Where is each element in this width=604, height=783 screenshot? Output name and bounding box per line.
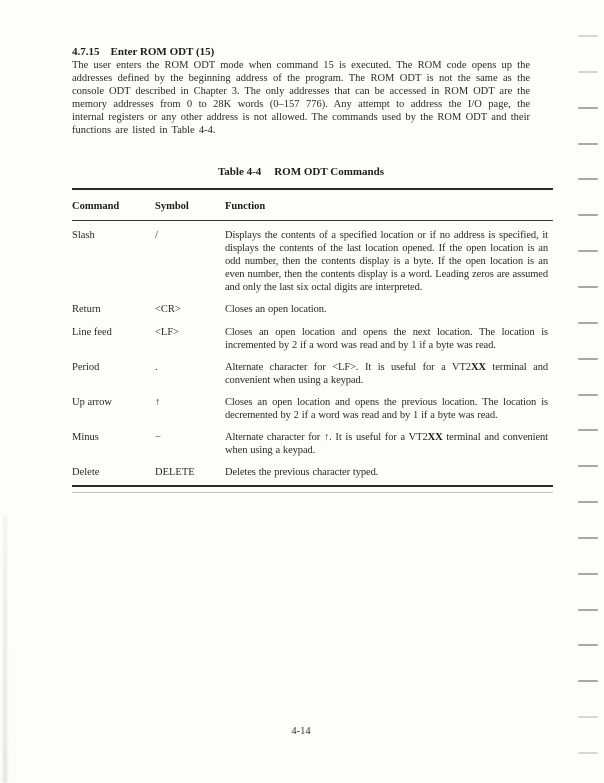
edge-mark — [578, 716, 598, 718]
command-cell: Period — [72, 361, 100, 373]
command-cell: Minus — [72, 432, 99, 444]
table-label: Table 4-4 — [217, 166, 262, 178]
edge-mark — [578, 429, 598, 431]
section-heading — [72, 46, 530, 59]
edge-mark — [578, 250, 598, 252]
table-row — [72, 361, 553, 387]
table-row — [72, 303, 553, 316]
table-row — [72, 396, 553, 422]
command-cell: Line feed — [72, 326, 112, 338]
function-cell: Closes an open location and opens the previous location. The location is decremented by 2 if a word was read and by 1 if a byte was read. — [225, 396, 548, 422]
command-cell: Delete — [72, 467, 100, 479]
edge-mark — [578, 609, 598, 611]
edge-mark — [578, 322, 598, 324]
table-header-row — [72, 190, 553, 220]
edge-mark — [578, 178, 598, 180]
edge-mark — [578, 465, 598, 467]
command-cell: Return — [72, 304, 101, 316]
edge-mark — [578, 394, 598, 396]
section-body-paragraph: The user enters the ROM ODT mode when command 15 is executed. The ROM code opens up the addresses defined by the beginning address of the program. The ROM ODT is not the same as the console ODT described in Chapter 3. The only addresses that can be accessed in ROM ODT are the memory addresses from 0 to 28K words (0–157 776). Any attempt to address the I/O page, the internal registers or any other address is not allowed. The commands used by the ROM ODT and their functions are listed in Table 4-4. — [72, 60, 530, 137]
function-cell: Closes an open location and opens the next location. The location is incremented by 2 if a word was read and by 1 if a byte was read. — [225, 326, 548, 351]
edge-mark — [578, 286, 598, 288]
symbol-cell: . — [155, 361, 158, 373]
function-cell: Alternate character for ↑. It is useful for a VT2XX terminal and convenient when using a keypad. — [225, 432, 548, 457]
table-row — [72, 229, 553, 294]
command-cell: Up arrow — [72, 396, 112, 408]
edge-mark — [578, 644, 598, 646]
scan-artifact-streak — [3, 515, 7, 783]
edge-mark — [578, 35, 598, 37]
column-header-function: Function — [225, 201, 266, 212]
edge-mark — [578, 752, 598, 754]
symbol-cell: <LF> — [155, 326, 180, 338]
table-title — [72, 166, 530, 178]
section-title: Enter ROM ODT (15) — [110, 46, 215, 58]
edge-mark — [578, 107, 598, 109]
edge-mark — [578, 143, 598, 145]
section-content — [72, 46, 530, 138]
table-row — [72, 326, 553, 352]
page-number: 4-14 — [291, 726, 311, 737]
symbol-cell: − — [155, 432, 161, 444]
column-header-command: Command — [72, 201, 120, 212]
column-header-symbol: Symbol — [155, 201, 189, 212]
table-body — [72, 221, 553, 479]
function-cell: Closes an open location. — [225, 304, 327, 316]
section-number: 4.7.15 — [72, 46, 100, 58]
table-bottom-rule-echo — [72, 492, 553, 493]
edge-mark — [578, 573, 598, 575]
edge-mark — [578, 71, 598, 73]
function-cell: Displays the contents of a specified location or if no address is specified, it displays the contents of the last location opened. If the open location is an odd number, then the contents display is a byte. If the open location is an even number, then the contents display is a word. Leading zeros are assumed and only the last six octal digits are interpreted. — [225, 230, 548, 294]
edge-mark — [578, 358, 598, 360]
table-bottom-rule — [72, 485, 553, 487]
rom-odt-commands-table — [72, 166, 553, 493]
table-row — [72, 466, 553, 479]
command-cell: Slash — [72, 230, 95, 241]
symbol-cell: / — [155, 230, 158, 241]
function-cell: Alternate character for <LF>. It is useful for a VT2XX terminal and convenient when using a keypad. — [225, 361, 548, 386]
table-caption: ROM ODT Commands — [274, 166, 385, 178]
edge-mark — [578, 501, 598, 503]
symbol-cell: ↑ — [155, 396, 161, 408]
symbol-cell: DELETE — [155, 467, 195, 479]
table-row — [72, 431, 553, 457]
edge-mark — [578, 537, 598, 539]
symbol-cell: <CR> — [155, 304, 181, 316]
function-cell: Deletes the previous character typed. — [225, 467, 379, 479]
edge-mark — [578, 214, 598, 216]
edge-mark — [578, 680, 598, 682]
